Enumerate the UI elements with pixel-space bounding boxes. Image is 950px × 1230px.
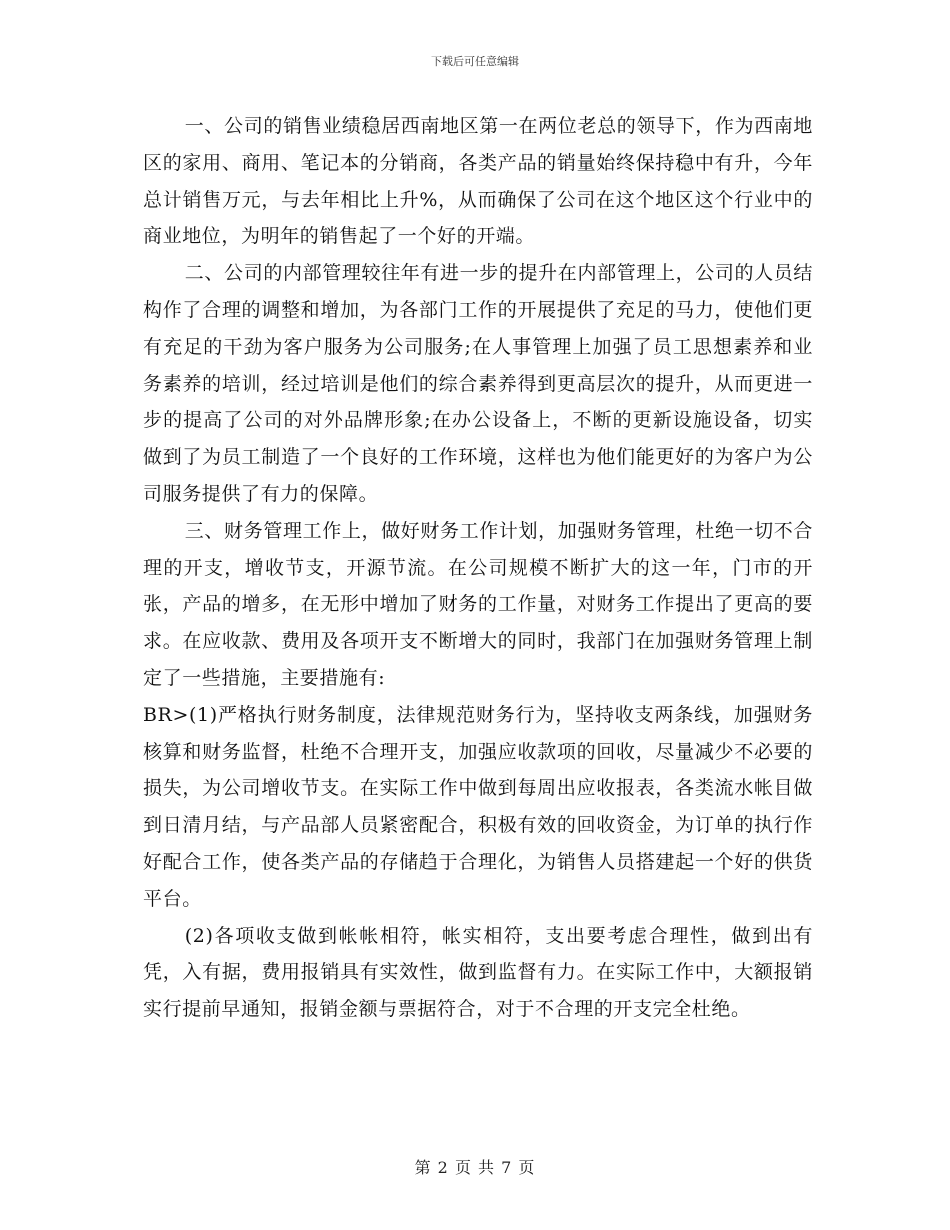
paragraph-4: BR>(1)严格执行财务制度，法律规范财务行为，坚持收支两条线，加强财务核算和财务监督，杜绝不合理开支，加强应收款项的回收，尽量减少不必要的损失，为公司增收节支。在实际工作中做到每周出应收报表，各类流水帐目做到日清月结，与产品部人员紧密配合，积极有效的回收资金，为订单的执行作好配合工作，使各类产品的存储趋于合理化，为销售人员搭建起一个好的供货平台。 [143,703,813,910]
paragraph-1: 一、公司的销售业绩稳居西南地区第一在两位老总的领导下，作为西南地区的家用、商用、笔记本的分销商，各类产品的销量始终保持稳中有升，今年总计销售万元，与去年相比上升%，从而确保了公司在这个地区这个行业中的商业地位，为明年的销售起了一个好的开端。 [143,115,813,248]
paragraph-5: (2)各项收支做到帐帐相符，帐实相符，支出要考虑合理性，做到出有凭，入有据，费用报销具有实效性，做到监督有力。在实际工作中，大额报销实行提前早通知，报销金额与票据符合，对于不合理的开支完全杜绝。 [143,924,813,1021]
page-number-footer: 第 2 页 共 7 页 [414,1158,536,1177]
document-body [143,108,813,1028]
paragraph-3: 三、财务管理工作上，做好财务工作计划，加强财务管理，杜绝一切不合理的开支，增收节支，开源节流。在公司规模不断扩大的这一年，门市的开张，产品的增多，在无形中增加了财务的工作量，对财务工作提出了更高的要求。在应收款、费用及各项开支不断增大的同时，我部门在加强财务管理上制定了一些措施，主要措施有: [143,519,813,689]
page-header-note: 下载后可任意编辑 [431,55,519,68]
paragraph-2: 二、公司的内部管理较往年有进一步的提升在内部管理上，公司的人员结构作了合理的调整和增加，为各部门工作的开展提供了充足的马力，使他们更有充足的干劲为客户服务为公司服务;在人事管理上加强了员工思想素养和业务素养的培训，经过培训是他们的综合素养得到更高层次的提升，从而更进一步的提高了公司的对外品牌形象;在办公设备上，不断的更新设施设备，切实做到了为员工制造了一个良好的工作环境，这样也为他们能更好的为客户为公司服务提供了有力的保障。 [143,262,813,505]
